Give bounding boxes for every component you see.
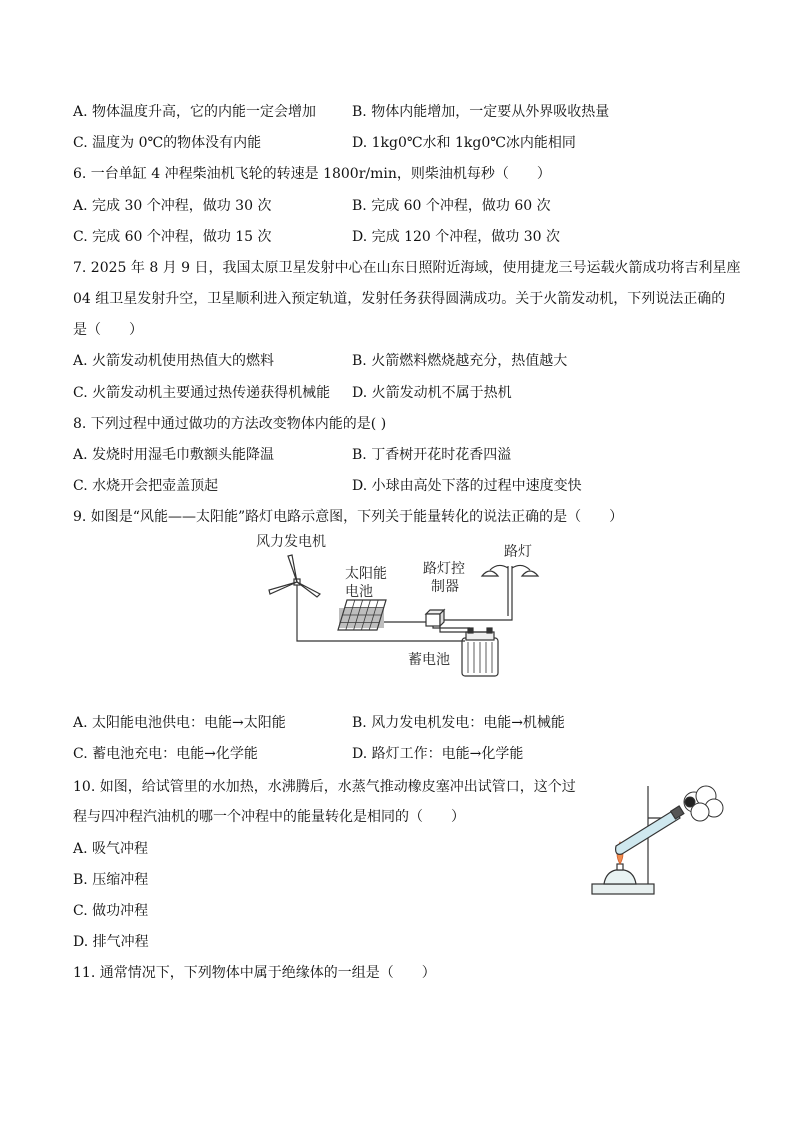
q6-stem: 6. 一台单缸 4 冲程柴油机飞轮的转速是 1800r/min，则柴油机每秒（ ）	[73, 166, 551, 182]
q6-option-c: C. 完成 60 个冲程，做功 15 次	[73, 229, 272, 245]
q6-option-d: D. 完成 120 个冲程，做功 30 次	[352, 229, 560, 245]
q10-option-a: A. 吸气冲程	[73, 841, 149, 857]
q7-stem-line1: 7. 2025 年 8 月 9 日，我国太原卫星发射中心在山东日照附近海域，使用捷龙三号运载火箭成功将吉利星座	[73, 260, 741, 276]
q7-stem-line2: 04 组卫星发射升空，卫星顺利进入预定轨道，发射任务获得圆满成功。关于火箭发动机，下列说法正确的	[73, 291, 726, 307]
street-lamp-icon	[482, 565, 538, 616]
q8-stem: 8. 下列过程中通过做功的方法改变物体内能的是( )	[73, 416, 387, 432]
lamp-controller-icon	[426, 610, 444, 626]
q10-option-c: C. 做功冲程	[73, 903, 149, 919]
label-controller-line1: 路灯控	[423, 561, 465, 577]
q10-option-d: D. 排气冲程	[73, 934, 149, 950]
q7-option-c: C. 火箭发动机主要通过热传递获得机械能	[73, 385, 331, 401]
q8-option-d: D. 小球由高处下落的过程中速度变快	[352, 478, 582, 494]
label-solar-line2: 电池	[345, 584, 373, 600]
steam-cloud-icon	[684, 786, 723, 821]
q10-stem-line1: 10. 如图，给试管里的水加热，水沸腾后，水蒸气推动橡皮塞冲出试管口，这个过	[73, 779, 576, 795]
q7-option-b: B. 火箭燃料燃烧越充分，热值越大	[352, 353, 568, 369]
label-solar-line1: 太阳能	[345, 566, 387, 582]
q6-option-b: B. 完成 60 个冲程，做功 60 次	[352, 198, 551, 214]
q5-option-b: B. 物体内能增加，一定要从外界吸收热量	[352, 104, 610, 120]
q5-option-a: A. 物体温度升高，它的内能一定会增加	[73, 104, 317, 120]
q5-option-c: C. 温度为 0℃的物体没有内能	[73, 135, 262, 151]
q9-circuit-diagram	[250, 528, 560, 686]
wind-turbine-icon	[269, 555, 320, 640]
q9-option-b: B. 风力发电机发电：电能→机械能	[352, 715, 565, 731]
storage-battery-icon	[462, 628, 498, 676]
solar-panel-icon	[338, 600, 386, 630]
q10-stem-line2: 程与四冲程汽油机的哪一个冲程中的能量转化是相同的（ ）	[73, 809, 465, 825]
label-controller-line2: 制器	[431, 579, 459, 595]
q10-option-b: B. 压缩冲程	[73, 872, 149, 888]
test-tube-icon	[616, 806, 684, 854]
q8-option-b: B. 丁香树开花时花香四溢	[352, 447, 512, 463]
test-tube-heating-figure	[586, 780, 726, 900]
q9-option-a: A. 太阳能电池供电：电能→太阳能	[73, 715, 286, 731]
q7-stem-line3: 是（ ）	[73, 322, 143, 338]
q8-option-a: A. 发烧时用湿毛巾敷额头能降温	[73, 447, 275, 463]
q9-stem: 9. 如图是“风能——太阳能”路灯电路示意图，下列关于能量转化的说法正确的是（ ）	[73, 509, 624, 525]
alcohol-lamp-icon	[604, 864, 636, 884]
q7-option-d: D. 火箭发动机不属于热机	[352, 385, 512, 401]
label-street-lamp: 路灯	[504, 544, 532, 560]
q9-option-c: C. 蓄电池充电：电能→化学能	[73, 746, 258, 762]
label-storage-battery: 蓄电池	[408, 652, 450, 668]
label-wind-generator: 风力发电机	[256, 534, 326, 550]
q5-option-d: D. 1kg0℃水和 1kg0℃冰内能相同	[352, 135, 576, 151]
q6-option-a: A. 完成 30 个冲程，做功 30 次	[73, 198, 272, 214]
q7-option-a: A. 火箭发动机使用热值大的燃料	[73, 353, 275, 369]
q9-option-d: D. 路灯工作：电能→化学能	[352, 746, 524, 762]
q8-option-c: C. 水烧开会把壶盖顶起	[73, 478, 219, 494]
q11-stem: 11. 通常情况下，下列物体中属于绝缘体的一组是（ ）	[73, 965, 436, 981]
